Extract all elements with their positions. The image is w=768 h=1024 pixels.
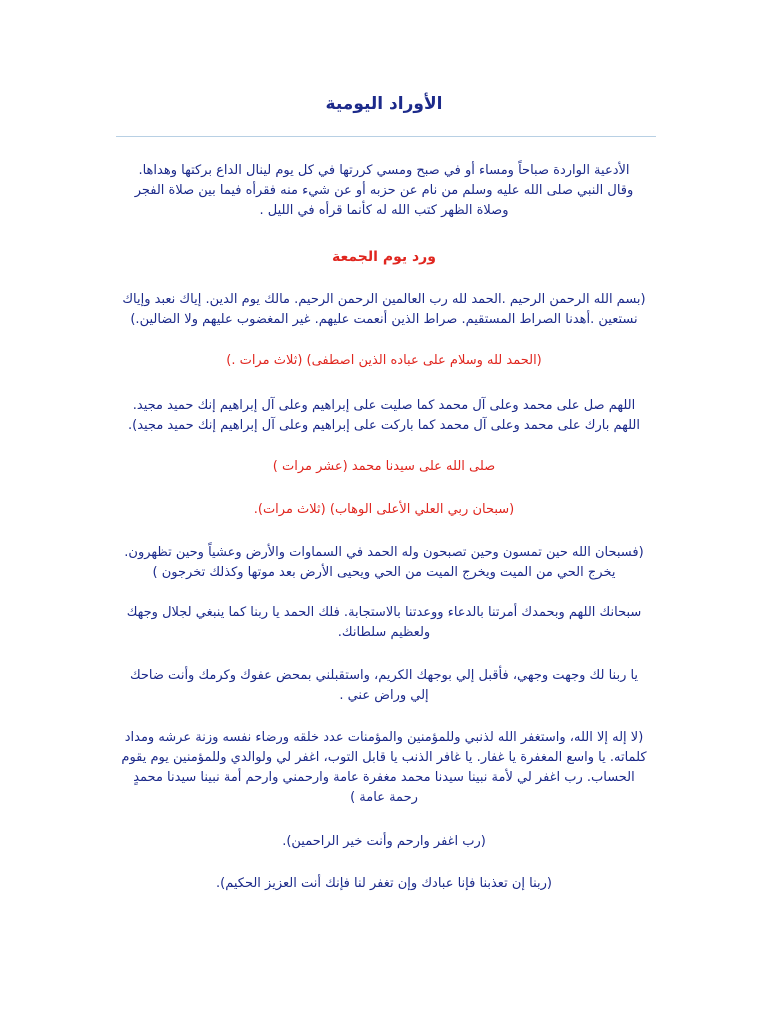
tasbih-paragraph bbox=[100, 543, 668, 583]
istighfar-line-2: كلماته. يا واسع المغفرة يا غفار. يا غافر الذنب يا قابل التوب، اغفر لي ولوالدي وللمؤمنين يوم يقوم bbox=[121, 750, 647, 765]
subhan-paragraph: (سبحان ربي العلي الأعلى الوهاب) (ثلاث مرات). bbox=[253, 502, 515, 517]
istighfar-paragraph bbox=[100, 728, 668, 808]
page-title: الأوراد اليومية bbox=[325, 94, 443, 114]
intro-line-1: الأدعية الواردة صباحاً ومساء أو في صبح ومسي كررتها في كل يوم لينال الداع بركتها وهداها. bbox=[138, 163, 630, 178]
wajjahtu-line-1: يا ربنا لك وجهت وجهي، فأقبل إلي بوجهك الكريم، واستقبلني بمحض عفوك وكرمك وأنت ضاحك bbox=[129, 668, 639, 683]
title-divider bbox=[116, 136, 656, 137]
rabbana-paragraph: (ربنا إن تعذبنا فإنا عبادك وإن تغفر لنا فإنك أنت العزيز الحكيم). bbox=[216, 876, 552, 891]
intro-line-3: وصلاة الظهر كتب الله له كأنما قرأه في الليل . bbox=[259, 203, 509, 218]
tasbih-line-2: يخرج الحي من الميت ويخرج الميت من الحي ويحيى الأرض بعد موتها وكذلك تخرجون ) bbox=[152, 565, 616, 580]
salawat-line-2: اللهم بارك على محمد وعلى آل محمد كما باركت على إبراهيم وعلى آل إبراهيم إنك حميد مجيد). bbox=[127, 418, 640, 433]
istighfar-line-4: رحمة عامة ) bbox=[350, 790, 418, 805]
istighfar-line-1: (لا إله إلا الله، واستغفر الله لذنبي وللمؤمنين والمؤمنات عدد خلقه ورضاء نفسه وزنة عرشه ومداد bbox=[124, 730, 644, 745]
wajjahtu-paragraph bbox=[100, 666, 668, 706]
section-title-friday: ورد يوم الجمعة bbox=[332, 249, 436, 265]
fatiha-paragraph bbox=[100, 290, 668, 330]
subhanak-line-1: سبحانك اللهم وبحمدك أمرتنا بالدعاء ووعدتنا بالاستجابة. فلك الحمد يا ربنا كما ينبغي لجلال وجهك bbox=[126, 605, 642, 620]
salawat-paragraph bbox=[100, 396, 668, 436]
tasbih-line-1: (فسبحان الله حين تمسون وحين تصبحون وله الحمد في السماوات والأرض وعشياً وحين تظهرون. bbox=[124, 545, 644, 560]
rabbighfir-paragraph: (رب اغفر وارحم وأنت خير الراحمين). bbox=[282, 834, 486, 849]
intro-paragraph bbox=[100, 161, 668, 221]
hamd-paragraph: (الحمد لله وسلام على عباده الذين اصطفى) (ثلاث مرات .) bbox=[226, 353, 542, 368]
wajjahtu-line-2: إلي وراض عني . bbox=[339, 688, 429, 703]
fatiha-line-2: نستعين .أهدنا الصراط المستقيم. صراط الذين أنعمت عليهم. غير المغضوب عليهم ولا الضالين.) bbox=[130, 312, 638, 327]
subhanak-line-2: ولعظيم سلطانك. bbox=[337, 625, 431, 640]
salla-paragraph: صلى الله على سيدنا محمد (عشر مرات ) bbox=[272, 459, 496, 474]
fatiha-line-1: (بسم الله الرحمن الرحيم .الحمد لله رب العالمين الرحمن الرحيم. مالك يوم الدين. إياك نعبد وإياك bbox=[122, 292, 646, 307]
subhanak-paragraph bbox=[100, 603, 668, 643]
istighfar-line-3: الحساب. رب اغفر لي لأمة نبينا سيدنا محمد مغفرة عامة وارحمني وارحم أمة نبينا سيدنا محمدٍ bbox=[133, 770, 635, 785]
intro-line-2: وقال النبي صلى الله عليه وسلم من نام عن حزبه أو عن شيء منه فقرأه فيما بين صلاة الفجر bbox=[134, 183, 634, 198]
salawat-line-1: اللهم صل على محمد وعلى آل محمد كما صليت على إبراهيم وعلى آل إبراهيم إنك حميد مجيد. bbox=[132, 398, 636, 413]
